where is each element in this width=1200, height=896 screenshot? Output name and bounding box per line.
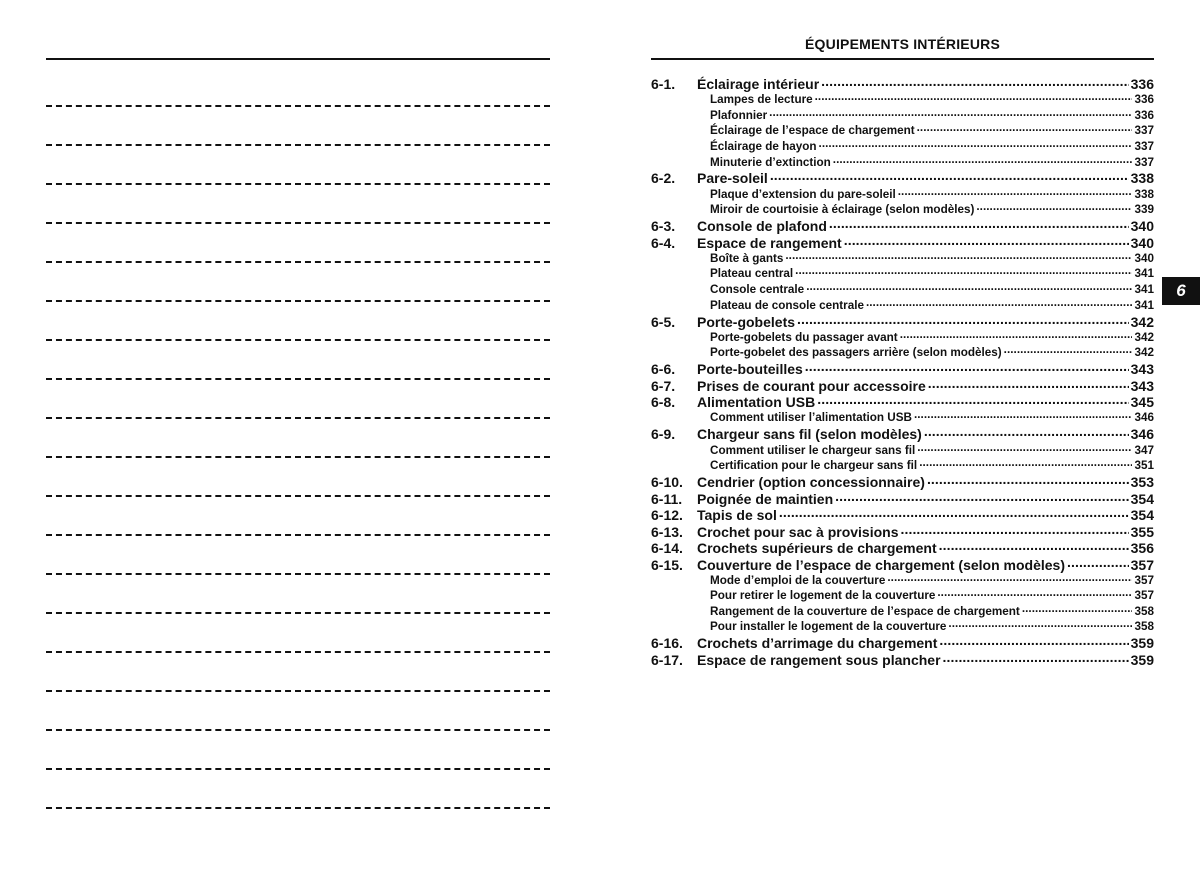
- dot-leader: [806, 281, 1132, 293]
- toc-title: Couverture de l’espace de chargement (selon modèles): [697, 556, 1066, 573]
- toc-title: Certification pour le chargeur sans fil: [710, 459, 918, 473]
- toc-number: 6-7.: [651, 377, 676, 394]
- dot-leader: [976, 202, 1132, 214]
- dot-leader: [1067, 556, 1129, 570]
- toc-subsection[interactable]: [651, 92, 1154, 108]
- toc-section[interactable]: [651, 634, 1154, 651]
- toc-section[interactable]: [651, 234, 1154, 251]
- toc-page: [651, 36, 1154, 667]
- toc-title: Tapis de sol: [697, 507, 777, 523]
- dot-leader: [900, 329, 1133, 341]
- note-line: [46, 105, 550, 107]
- toc-section[interactable]: [651, 523, 1154, 540]
- note-line: [46, 417, 550, 419]
- toc-page-number: 345: [1130, 394, 1154, 411]
- toc-number: 6-1.: [651, 76, 676, 92]
- toc-section[interactable]: [651, 506, 1154, 523]
- dot-leader: [917, 442, 1132, 454]
- toc-page-number: 355: [1130, 523, 1154, 540]
- toc-title: Rangement de la couverture de l’espace de chargement: [710, 604, 1020, 618]
- dot-leader: [819, 138, 1133, 150]
- table-of-contents: [651, 75, 1154, 667]
- note-line: [46, 768, 550, 770]
- toc-title: Plateau de console centrale: [710, 298, 864, 312]
- dot-leader: [817, 393, 1128, 407]
- toc-number: 6-16.: [651, 635, 683, 652]
- toc-page-number: 336: [1134, 93, 1154, 107]
- toc-title: Console centrale: [710, 283, 805, 297]
- toc-subsection[interactable]: [651, 107, 1154, 123]
- note-line: [46, 144, 550, 146]
- toc-number: 6-2.: [651, 170, 676, 187]
- toc-page-number: 347: [1134, 443, 1154, 457]
- toc-title: Porte-gobelet des passagers arrière (selon modèles): [710, 346, 1002, 360]
- dot-leader: [937, 588, 1132, 600]
- toc-title: Console de plafond: [697, 218, 827, 235]
- toc-number: 6-10.: [651, 474, 683, 490]
- toc-title: Pare-soleil: [697, 170, 768, 187]
- toc-subsection[interactable]: [651, 202, 1154, 218]
- note-line: [46, 573, 550, 575]
- toc-title: Pour installer le logement de la couverture: [710, 620, 947, 634]
- toc-number: 6-6.: [651, 361, 676, 378]
- toc-section[interactable]: [651, 169, 1154, 186]
- toc-section[interactable]: [651, 313, 1154, 330]
- dot-leader: [866, 297, 1133, 309]
- toc-subsection[interactable]: [651, 442, 1154, 458]
- toc-subsection[interactable]: [651, 297, 1154, 313]
- toc-subsection[interactable]: [651, 329, 1154, 345]
- toc-number: 6-8.: [651, 394, 676, 411]
- dot-leader: [805, 360, 1129, 374]
- toc-subsection[interactable]: [651, 250, 1154, 266]
- toc-subsection[interactable]: [651, 138, 1154, 154]
- toc-title: Éclairage intérieur: [697, 76, 820, 92]
- toc-section[interactable]: [651, 490, 1154, 507]
- toc-title: Minuterie d’extinction: [710, 155, 831, 169]
- dot-leader: [939, 634, 1128, 648]
- dot-leader: [770, 169, 1129, 183]
- toc-title: Crochet pour sac à provisions: [697, 523, 899, 540]
- toc-page-number: 340: [1130, 234, 1154, 251]
- toc-section[interactable]: [651, 473, 1154, 490]
- dot-leader: [943, 651, 1129, 665]
- toc-page-number: 357: [1134, 573, 1154, 587]
- toc-page-number: 336: [1134, 108, 1154, 122]
- note-line: [46, 495, 550, 497]
- toc-page-number: 358: [1134, 604, 1154, 618]
- dot-leader: [821, 75, 1128, 89]
- note-line: [46, 807, 550, 809]
- note-line: [46, 612, 550, 614]
- note-line: [46, 729, 550, 731]
- toc-title: Poignée de maintien: [697, 490, 834, 507]
- toc-page-number: 357: [1134, 589, 1154, 603]
- toc-page-number: 353: [1130, 474, 1154, 490]
- toc-subsection[interactable]: [651, 345, 1154, 361]
- note-line: [46, 222, 550, 224]
- toc-section[interactable]: [651, 360, 1154, 377]
- toc-page-number: 341: [1134, 298, 1154, 312]
- toc-subsection[interactable]: [651, 410, 1154, 426]
- toc-title: Comment utiliser l’alimentation USB: [710, 411, 912, 425]
- toc-number: 6-11.: [651, 490, 683, 507]
- note-line: [46, 651, 550, 653]
- toc-title: Espace de rangement: [697, 234, 842, 251]
- toc-page-number: 346: [1134, 411, 1154, 425]
- dot-leader: [833, 154, 1133, 166]
- chapter-tab: 6: [1162, 277, 1200, 305]
- toc-section[interactable]: [651, 539, 1154, 556]
- note-line: [46, 261, 550, 263]
- toc-page-number: 342: [1134, 346, 1154, 360]
- dot-leader: [779, 506, 1129, 520]
- toc-page-number: 339: [1134, 203, 1154, 217]
- toc-section[interactable]: [651, 425, 1154, 442]
- toc-page-number: 340: [1130, 218, 1154, 235]
- toc-title: Porte-gobelets du passager avant: [710, 330, 898, 344]
- dot-leader: [1004, 345, 1133, 357]
- toc-page-number: 357: [1130, 556, 1154, 573]
- page-title: ÉQUIPEMENTS INTÉRIEURS: [651, 36, 1154, 60]
- notes-page: [46, 58, 550, 809]
- toc-subsection[interactable]: [651, 123, 1154, 139]
- toc-section[interactable]: [651, 556, 1154, 573]
- toc-title: Porte-gobelets: [697, 313, 796, 330]
- toc-page-number: 346: [1130, 426, 1154, 443]
- toc-page-number: 354: [1130, 490, 1154, 507]
- dot-leader: [924, 425, 1129, 439]
- note-line: [46, 183, 550, 185]
- dot-leader: [928, 377, 1129, 391]
- dot-leader: [795, 266, 1132, 278]
- note-line: [46, 456, 550, 458]
- toc-title: Plateau central: [710, 267, 794, 281]
- dot-leader: [939, 539, 1129, 553]
- toc-title: Lampes de lecture: [710, 93, 813, 107]
- toc-title: Éclairage de l’espace de chargement: [710, 124, 915, 138]
- dot-leader: [769, 107, 1132, 119]
- toc-number: 6-5.: [651, 313, 676, 330]
- toc-page-number: 359: [1130, 635, 1154, 652]
- toc-number: 6-17.: [651, 651, 683, 668]
- toc-title: Pour retirer le logement de la couverture: [710, 589, 936, 603]
- toc-page-number: 341: [1134, 267, 1154, 281]
- toc-page-number: 351: [1134, 459, 1154, 473]
- toc-title: Plafonnier: [710, 108, 768, 122]
- toc-title: Cendrier (option concessionnaire): [697, 474, 925, 490]
- dot-leader: [914, 410, 1133, 422]
- toc-page-number: 338: [1130, 170, 1154, 187]
- toc-title: Prises de courant pour accessoire: [697, 377, 926, 394]
- toc-subsection[interactable]: [651, 457, 1154, 473]
- dot-leader: [815, 92, 1133, 104]
- toc-title: Boîte à gants: [710, 251, 784, 265]
- dot-leader: [797, 313, 1129, 327]
- toc-subsection[interactable]: [651, 281, 1154, 297]
- toc-section[interactable]: [651, 217, 1154, 234]
- dot-leader: [835, 490, 1129, 504]
- note-line: [46, 339, 550, 341]
- toc-title: Crochets d’arrimage du chargement: [697, 635, 938, 652]
- toc-title: Mode d’emploi de la couverture: [710, 573, 886, 587]
- toc-page-number: 342: [1134, 330, 1154, 344]
- dot-leader: [844, 234, 1129, 248]
- toc-number: 6-13.: [651, 523, 683, 540]
- toc-page-number: 356: [1130, 540, 1154, 556]
- toc-page-number: 343: [1130, 377, 1154, 394]
- toc-title: Miroir de courtoisie à éclairage (selon modèles): [710, 203, 975, 217]
- toc-number: 6-4.: [651, 234, 676, 251]
- toc-page-number: 341: [1134, 283, 1154, 297]
- toc-page-number: 337: [1134, 124, 1154, 138]
- dot-leader: [829, 217, 1129, 231]
- toc-subsection[interactable]: [651, 588, 1154, 604]
- toc-page-number: 354: [1130, 507, 1154, 523]
- toc-title: Porte-bouteilles: [697, 361, 803, 378]
- note-line: [46, 378, 550, 380]
- toc-title: Crochets supérieurs de chargement: [697, 540, 937, 556]
- toc-page-number: 337: [1134, 139, 1154, 153]
- toc-page-number: 338: [1134, 187, 1154, 201]
- dot-leader: [1022, 603, 1133, 615]
- dot-leader: [927, 473, 1129, 487]
- note-line: [46, 534, 550, 536]
- toc-section[interactable]: [651, 75, 1154, 92]
- note-line: [46, 690, 550, 692]
- toc-title: Comment utiliser le chargeur sans fil: [710, 443, 916, 457]
- toc-section[interactable]: [651, 377, 1154, 394]
- toc-page-number: 343: [1130, 361, 1154, 378]
- dot-leader: [901, 523, 1129, 537]
- note-line: [46, 300, 550, 302]
- toc-number: 6-14.: [651, 540, 683, 556]
- toc-title: Chargeur sans fil (selon modèles): [697, 426, 922, 443]
- toc-title: Espace de rangement sous plancher: [697, 651, 941, 668]
- dot-leader: [785, 250, 1132, 262]
- toc-subsection[interactable]: [651, 154, 1154, 170]
- toc-subsection[interactable]: [651, 572, 1154, 588]
- toc-number: 6-15.: [651, 556, 683, 573]
- dot-leader: [898, 186, 1133, 198]
- toc-page-number: 336: [1130, 76, 1154, 92]
- toc-subsection[interactable]: [651, 603, 1154, 619]
- toc-subsection[interactable]: [651, 186, 1154, 202]
- dot-leader: [919, 457, 1132, 469]
- toc-number: 6-3.: [651, 218, 676, 235]
- toc-page-number: 358: [1134, 620, 1154, 634]
- toc-page-number: 359: [1130, 651, 1154, 668]
- toc-subsection[interactable]: [651, 619, 1154, 635]
- dot-leader: [917, 123, 1133, 135]
- toc-title: Alimentation USB: [697, 394, 816, 411]
- toc-section[interactable]: [651, 393, 1154, 410]
- toc-number: 6-12.: [651, 507, 683, 523]
- toc-page-number: 340: [1134, 251, 1154, 265]
- dot-leader: [948, 619, 1132, 631]
- toc-number: 6-9.: [651, 426, 676, 443]
- toc-subsection[interactable]: [651, 266, 1154, 282]
- dot-leader: [887, 572, 1132, 584]
- toc-page-number: 337: [1134, 155, 1154, 169]
- toc-title: Éclairage de hayon: [710, 139, 817, 153]
- toc-section[interactable]: [651, 651, 1154, 668]
- toc-page-number: 342: [1130, 313, 1154, 330]
- toc-title: Plaque d’extension du pare-soleil: [710, 187, 896, 201]
